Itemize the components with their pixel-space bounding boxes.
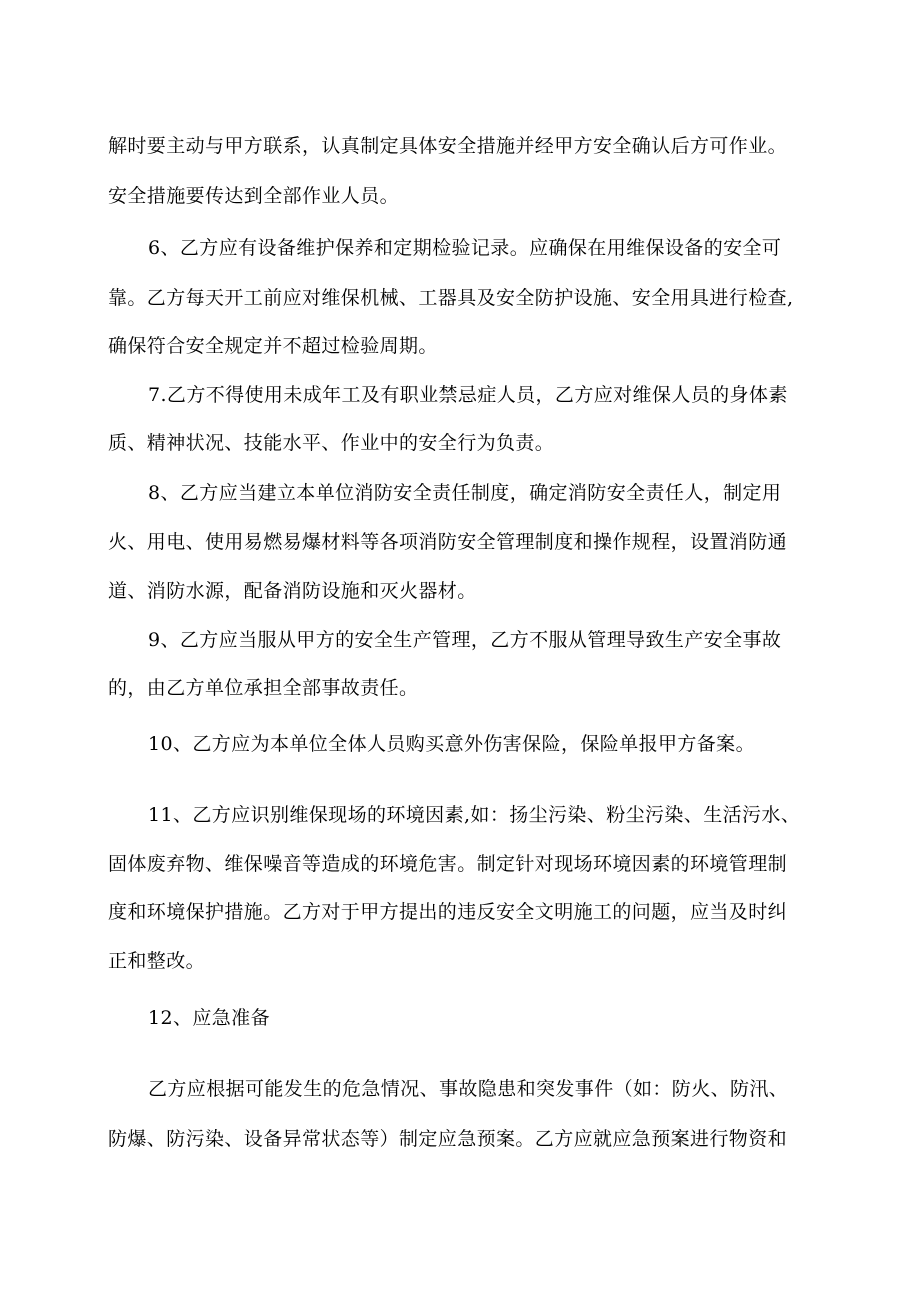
clause-7-line-2: 质、精神状况、技能水平、作业中的安全行为负责。 (108, 432, 555, 454)
paragraph-continuation-line-2: 安全措施要传达到全部作业人员。 (108, 185, 400, 207)
clause-11-line-3: 度和环境保护措施。乙方对于甲方提出的违反安全文明施工的问题，应当及时纠 (108, 901, 788, 923)
clause-8-line-3: 道、消防水源，配备消防设施和灭火器材。 (108, 580, 477, 602)
clause-6-line-3: 确保符合安全规定并不超过检验周期。 (108, 335, 438, 357)
clause-6-line-1: 6、乙方应有设备维护保养和定期检验记录。应确保在用维保设备的安全可 (148, 237, 782, 259)
clause-9-line-1: 9、乙方应当服从甲方的安全生产管理，乙方不服从管理导致生产安全事故 (148, 629, 782, 651)
clause-9-line-2: 的，由乙方单位承担全部事故责任。 (108, 677, 419, 699)
clause-12-body-line-1: 乙方应根据可能发生的危急情况、事故隐患和突发事件（如：防火、防汛、 (148, 1078, 789, 1100)
paragraph-continuation-line-1: 解时要主动与甲方联系，认真制定具体安全措施并经甲方安全确认后方可作业。 (108, 135, 788, 157)
clause-8-line-1: 8、乙方应当建立本单位消防安全责任制度，确定消防安全责任人，制定用 (148, 482, 782, 504)
clause-11-line-1: 11、乙方应识别维保现场的环境因素,如：扬尘污染、粉尘污染、生活污水、 (148, 804, 801, 826)
clause-12-body-line-2: 防爆、防污染、设备异常状态等）制定应急预案。乙方应就应急预案进行物资和 (108, 1128, 788, 1150)
clause-8-line-2: 火、用电、使用易燃易爆材料等各项消防安全管理制度和操作规程，设置消防通 (108, 531, 788, 553)
clause-11-line-4: 正和整改。 (108, 950, 206, 972)
clause-6-line-2: 靠。乙方每天开工前应对维保机械、工器具及安全防护设施、安全用具进行检查, (108, 287, 794, 309)
clause-10-line-1: 10、乙方应为本单位全体人员购买意外伤害保险，保险单报甲方备案。 (148, 733, 755, 755)
clause-11-line-2: 固体废弃物、维保噪音等造成的环境危害。制定针对现场环境因素的环境管理制 (108, 853, 788, 875)
clause-7-line-1: 7.乙方不得使用未成年工及有职业禁忌症人员，乙方应对维保人员的身体素 (148, 384, 788, 406)
clause-12-heading: 12、应急准备 (148, 1007, 270, 1029)
